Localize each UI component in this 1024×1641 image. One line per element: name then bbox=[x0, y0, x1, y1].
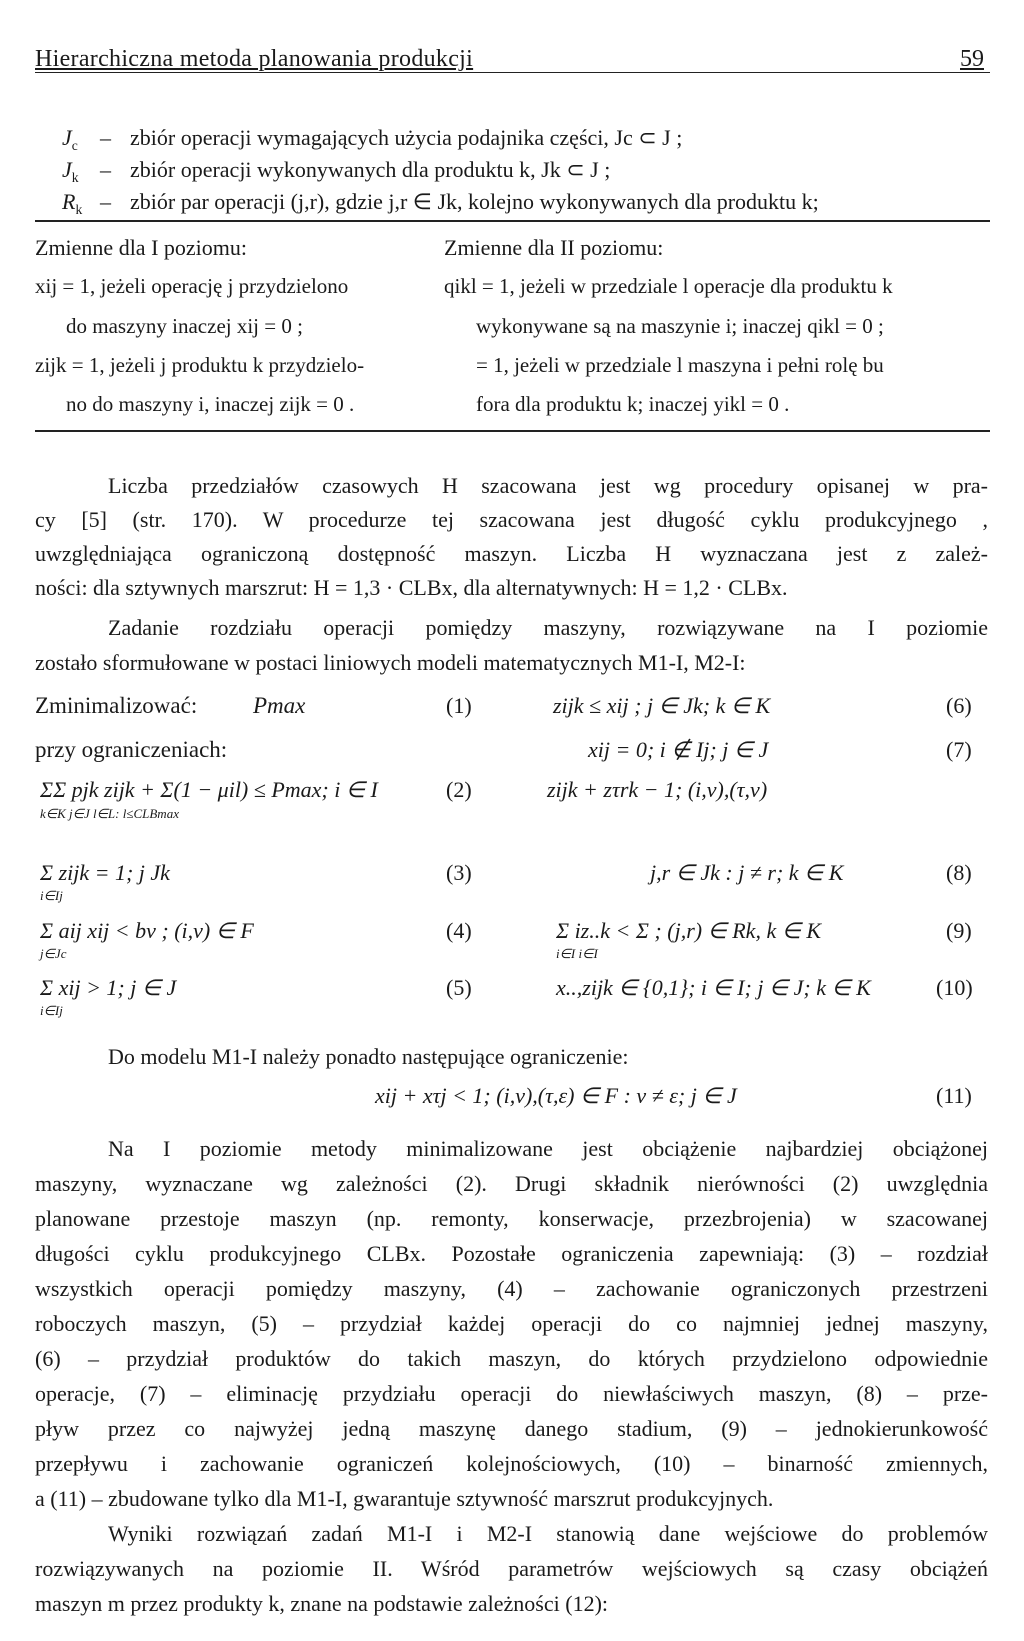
page-number: 59 bbox=[960, 46, 984, 72]
formula-subscript: i∈I i∈I bbox=[556, 946, 598, 961]
right-line: fora dla produktu k; inaczej yikl = 0 . bbox=[476, 392, 790, 416]
formula-expression: Σ aij xij < bv ; (i,v) ∈ F bbox=[40, 918, 254, 943]
definition-symbol: $R_k$ bbox=[62, 189, 83, 217]
formula-subscript: k∈K j∈J l∈L: l≤CLBmax bbox=[40, 806, 179, 821]
definition-dash: – bbox=[100, 157, 111, 182]
left-line: no do maszyny i, inaczej zijk = 0 . bbox=[66, 392, 355, 416]
right-heading: Zmienne dla II poziomu: bbox=[444, 235, 664, 260]
equation-number: (8) bbox=[946, 860, 972, 885]
formula-expression: ΣΣ pjk zijk + Σ(1 − μil) ≤ Pmax; i ∈ I bbox=[40, 777, 378, 802]
left-line: xij = 1, jeżeli operację j przydzielono bbox=[35, 274, 349, 298]
equation-number: (7) bbox=[946, 737, 972, 762]
paragraph-line: wszystkich operacji pomiędzy maszyny, (4) – zachowanie ograniczonych przestrzeni bbox=[35, 1276, 988, 1301]
paragraph-line: Wyniki rozwiązań zadań M1-I i M2-I stanowią dane wejściowe do problemów bbox=[108, 1521, 988, 1546]
paragraph-line: a (11) – zbudowane tylko dla M1-I, gwarantuje sztywność marszrut produkcyjnych. bbox=[35, 1486, 774, 1511]
equation-number: (2) bbox=[446, 777, 472, 802]
formula-subscript: i∈Ij bbox=[40, 1003, 63, 1018]
equation-number: (5) bbox=[446, 975, 472, 1000]
definition-symbol: $J_c$ bbox=[62, 125, 78, 153]
equation-number: (11) bbox=[936, 1083, 972, 1108]
definition-dash: – bbox=[100, 125, 111, 150]
paragraph-line: Liczba przedziałów czasowych H szacowana jest wg procedury opisanej w pra- bbox=[108, 473, 988, 498]
definition-text: zbiór operacji wykonywanych dla produktu k, Jk ⊂ J ; bbox=[130, 157, 611, 182]
paragraph-line: rozwiązywanych na poziomie II. Wśród parametrów wejściowych są czasy obciążeń bbox=[35, 1556, 988, 1581]
equation-number: (3) bbox=[446, 860, 472, 885]
running-title: Hierarchiczna metoda planowania produkcji bbox=[35, 46, 474, 72]
definition-symbol: $J_k$ bbox=[62, 157, 79, 185]
paragraph-line: Zadanie rozdziału operacji pomiędzy maszyny, rozwiązywane na I poziomie bbox=[108, 615, 988, 640]
objective-expression: Pmax bbox=[253, 693, 306, 718]
paragraph-line: Na I poziomie metody minimalizowane jest obciążenie najbardziej obciążonej bbox=[108, 1136, 988, 1161]
formula-expression: Σ xij > 1; j ∈ J bbox=[40, 975, 177, 1000]
paragraph-line: zostało sformułowane w postaci liniowych modeli matematycznych M1-I, M2-I: bbox=[35, 650, 746, 675]
paragraph-line: ności: dla sztywnych marszrut: H = 1,3 · CLBx, dla alternatywnych: H = 1,2 · CLBx. bbox=[35, 575, 788, 600]
formula-expression: Σ zijk = 1; j Jk bbox=[40, 860, 170, 885]
formula-expression: zijk + zτrk − 1; (i,v),(τ,v) bbox=[547, 777, 768, 802]
equation-number: (4) bbox=[446, 918, 472, 943]
paragraph-line: pływ przez co najwyżej jedną maszynę danego stadium, (9) – jednokierunkowość bbox=[35, 1416, 988, 1441]
left-heading: Zmienne dla I poziomu: bbox=[35, 235, 247, 260]
paragraph-line: uwzględniająca ograniczoną dostępność maszyn. Liczba H wyznaczana jest z zależ- bbox=[35, 541, 988, 566]
paragraph-line: Do modelu M1-I należy ponadto następujące ograniczenie: bbox=[108, 1044, 629, 1069]
paragraph-line: operacje, (7) – eliminację przydziału operacji do niewłaściwych maszyn, (8) – prze- bbox=[35, 1381, 988, 1406]
definition-dash: – bbox=[100, 189, 111, 214]
paragraph-line: cy [5] (str. 170). W procedurze tej szacowana jest długość cyklu produkcyjnego , bbox=[35, 507, 988, 532]
paragraph-line: roboczych maszyn, (5) – przydział każdej operacji do co najmniej jednej maszyny, bbox=[35, 1311, 988, 1336]
equation-number: (10) bbox=[936, 975, 973, 1000]
formula-expression: xij + xτj < 1; (i,v),(τ,ε) ∈ F : v ≠ ε; j ∈ J bbox=[375, 1083, 737, 1108]
formula-expression: Σ iz..k < Σ ; (j,r) ∈ Rk, k ∈ K bbox=[556, 918, 822, 943]
formula-expression: x..,zijk ∈ {0,1}; i ∈ I; j ∈ J; k ∈ K bbox=[556, 975, 871, 1000]
definition-text: zbiór par operacji (j,r), gdzie j,r ∈ Jk, kolejno wykonywanych dla produktu k; bbox=[130, 189, 819, 214]
right-line: qikl = 1, jeżeli w przedziale l operacje dla produktu k bbox=[444, 274, 893, 298]
formula-expression: zijk ≤ xij ; j ∈ Jk; k ∈ K bbox=[553, 693, 771, 718]
right-line: wykonywane są na maszynie i; inaczej qikl = 0 ; bbox=[476, 314, 884, 338]
formula-expression: j,r ∈ Jk : j ≠ r; k ∈ K bbox=[650, 860, 844, 885]
variables-bottom-rule bbox=[35, 430, 990, 432]
paragraph-line: maszyn m przez produkty k, znane na podstawie zależności (12): bbox=[35, 1591, 609, 1616]
paragraph-line: przepływu i zachowanie ograniczeń kolejnościowych, (10) – binarność zmiennych, bbox=[35, 1451, 988, 1476]
paragraph-line: (6) – przydział produktów do takich maszyn, do których przydzielono odpowiednie bbox=[35, 1346, 988, 1371]
left-line: zijk = 1, jeżeli j produktu k przydzielo- bbox=[35, 353, 365, 377]
formula-expression: xij = 0; i ∉ Ij; j ∈ J bbox=[588, 737, 769, 762]
left-line: do maszyny inaczej xij = 0 ; bbox=[66, 314, 303, 338]
equation-number: (9) bbox=[946, 918, 972, 943]
definition-text: zbiór operacji wymagających użycia podajnika części, Jc ⊂ J ; bbox=[130, 125, 683, 150]
equation-number: (1) bbox=[446, 693, 472, 718]
formula-subscript: j∈Jc bbox=[40, 946, 67, 961]
equation-number: (6) bbox=[946, 693, 972, 718]
paragraph-line: planowane przestoje maszyn (np. remonty, konserwacje, przezbrojenia) w szacowanej bbox=[35, 1206, 988, 1231]
paragraph-line: maszyny, wyznaczane wg zależności (2). Drugi składnik nierówności (2) uwzględnia bbox=[35, 1171, 988, 1196]
right-line: = 1, jeżeli w przedziale l maszyna i pełni rolę bu bbox=[476, 353, 884, 377]
paragraph-line: długości cyklu produkcyjnego CLBx. Pozostałe ograniczenia zapewniają: (3) – rozdział bbox=[35, 1241, 988, 1266]
header-rule bbox=[35, 72, 990, 73]
subject-to-label: przy ograniczeniach: bbox=[35, 737, 228, 762]
variables-top-rule bbox=[35, 220, 990, 222]
formula-subscript: i∈Ij bbox=[40, 888, 63, 903]
minimize-label: Zminimalizować: bbox=[35, 693, 198, 718]
